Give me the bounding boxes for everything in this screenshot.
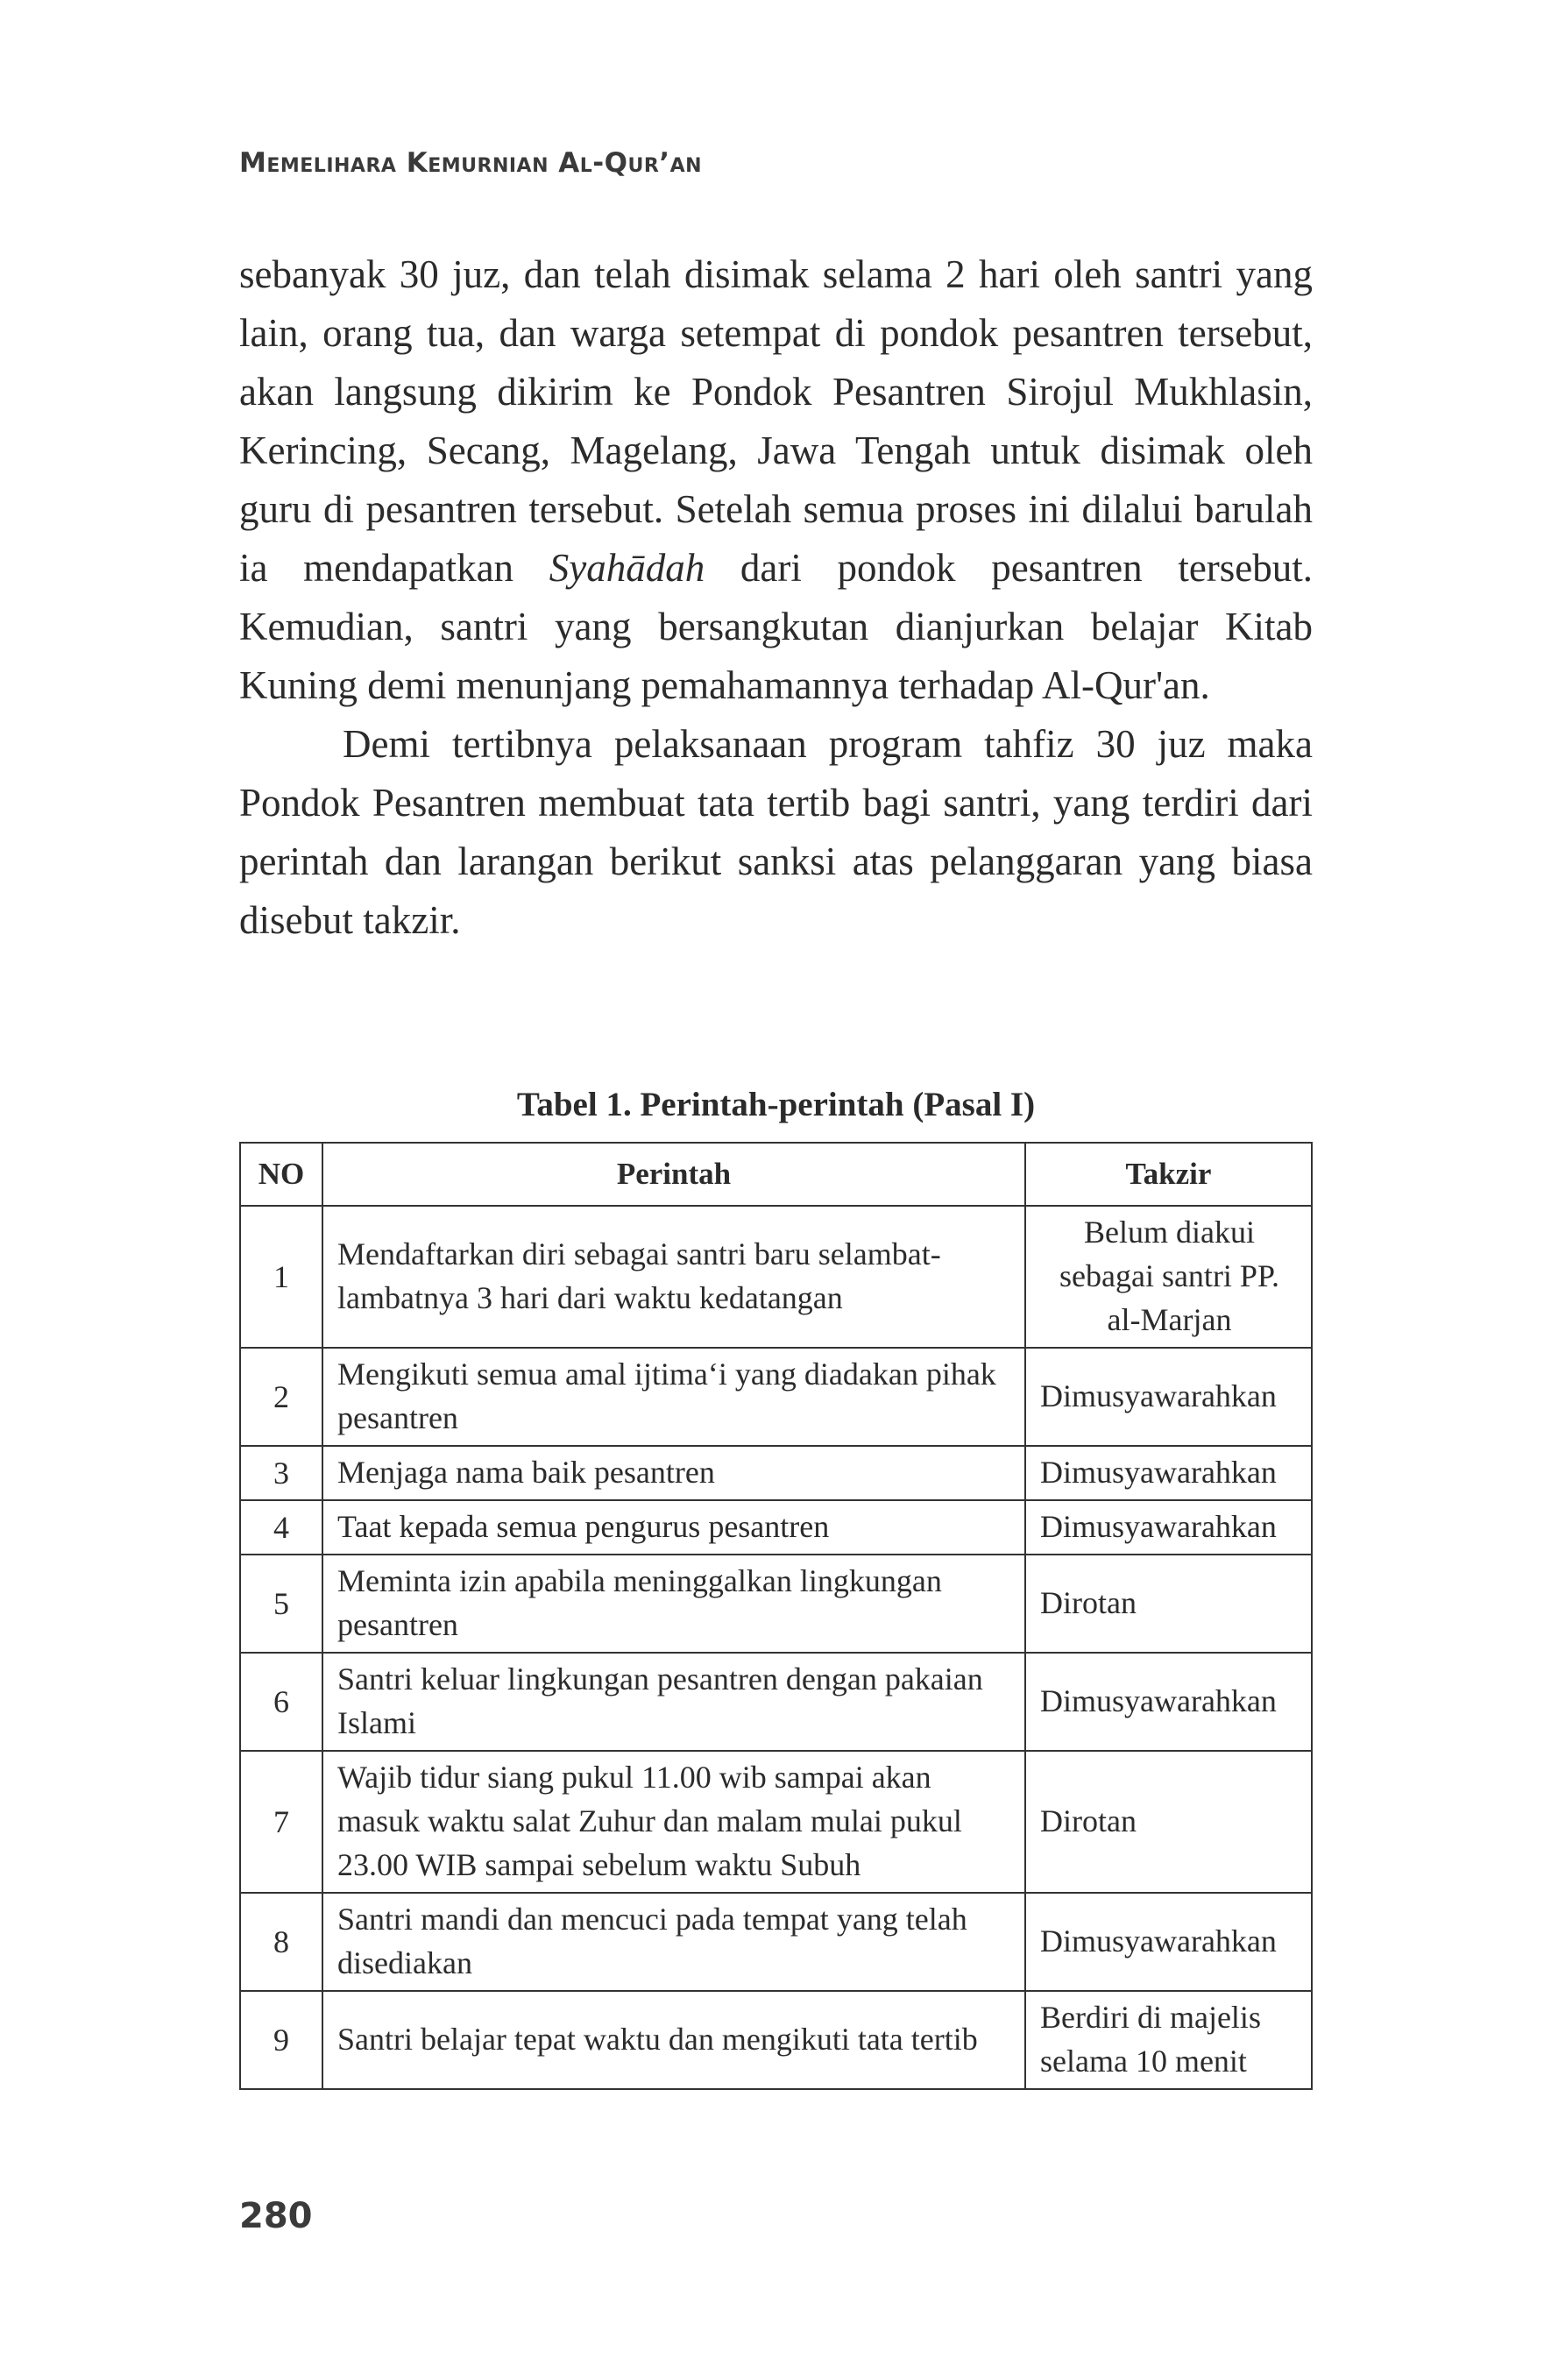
table-row xyxy=(240,1348,1312,1446)
row-takzir: Dirotan xyxy=(1025,1555,1312,1653)
paragraph-1-text-b: dari pondok pesantren tersebut. Kemudian, santri yang bersangkutan dianjurkan belajar Kitab Kuning demi menunjang pemahamannya terhadap Al-Qur'an. xyxy=(239,546,1314,707)
paragraph-1 xyxy=(239,245,1313,715)
row-no: 1 xyxy=(240,1206,322,1348)
row-takzir: Dimusyawarahkan xyxy=(1025,1348,1312,1446)
row-no: 7 xyxy=(240,1751,322,1893)
table-row xyxy=(240,1446,1312,1500)
row-no: 5 xyxy=(240,1555,322,1653)
paragraph-2: Demi tertibnya pelaksanaan program tahfiz 30 juz maka Pondok Pesantren membuat tata tertib bagi santri, yang terdiri dari perintah dan larangan berikut sanksi atas pelanggaran yang biasa disebut takzir. xyxy=(239,722,1313,942)
table-row xyxy=(240,1206,1312,1348)
row-perintah: Taat kepada semua pengurus pesantren xyxy=(322,1500,1025,1555)
paragraph-1-text-a: sebanyak 30 juz, dan telah disimak selama 2 hari oleh santri yang lain, orang tua, dan warga setempat di pondok pesantren tersebut, akan langsung dikirim ke Pondok Pesantren Sirojul Mukhlasin, Kerincing, Secang, Magelang, Jawa Tengah untuk disimak oleh guru di pesantren tersebut. Setelah semua proses ini dilalui barulah ia mendapatkan xyxy=(239,252,1313,590)
row-perintah: Santri belajar tepat waktu dan mengikuti tata tertib xyxy=(322,1991,1025,2089)
row-perintah: Santri keluar lingkungan pesantren dengan pakaian Islami xyxy=(322,1653,1025,1751)
row-perintah: Mendaftarkan diri sebagai santri baru selambat-lambatnya 3 hari dari waktu kedatangan xyxy=(322,1206,1025,1348)
header-no: NO xyxy=(240,1143,322,1206)
table-title: Tabel 1. Perintah-perintah (Pasal I) xyxy=(516,1086,1036,1123)
row-takzir: Dimusyawarahkan xyxy=(1025,1500,1312,1555)
table-row xyxy=(240,1991,1312,2089)
row-perintah: Meminta izin apabila meninggalkan lingkungan pesantren xyxy=(322,1555,1025,1653)
row-perintah: Santri mandi dan mencuci pada tempat yang telah disediakan xyxy=(322,1893,1025,1991)
header-perintah: Perintah xyxy=(322,1143,1025,1206)
row-perintah: Wajib tidur siang pukul 11.00 wib sampai akan masuk waktu salat Zuhur dan malam mulai pukul 23.00 WIB sampai sebelum waktu Subuh xyxy=(322,1751,1025,1893)
header-takzir: Takzir xyxy=(1025,1143,1312,1206)
table-row xyxy=(240,1653,1312,1751)
row-takzir: Berdiri di majelis selama 10 menit xyxy=(1025,1991,1312,2089)
table-row xyxy=(240,1751,1312,1893)
rules-table xyxy=(239,1142,1313,2090)
table-row xyxy=(240,1500,1312,1555)
page-number: 280 xyxy=(239,2196,313,2236)
table-header-row xyxy=(240,1143,1312,1206)
row-perintah: Menjaga nama baik pesantren xyxy=(322,1446,1025,1500)
row-no: 2 xyxy=(240,1348,322,1446)
row-takzir: Belum diakui sebagai santri PP. al-Marjan xyxy=(1025,1206,1312,1348)
row-takzir: Dimusyawarahkan xyxy=(1025,1893,1312,1991)
row-no: 8 xyxy=(240,1893,322,1991)
body-text xyxy=(239,245,1313,950)
row-takzir: Dirotan xyxy=(1025,1751,1312,1893)
row-perintah: Mengikuti semua amal ijtima‘i yang diadakan pihak pesantren xyxy=(322,1348,1025,1446)
table-row xyxy=(240,1555,1312,1653)
row-no: 9 xyxy=(240,1991,322,2089)
table-row xyxy=(240,1893,1312,1991)
row-takzir: Dimusyawarahkan xyxy=(1025,1653,1312,1751)
running-head: Memelihara Kemurnian Al-Qur’an xyxy=(239,147,703,179)
row-no: 6 xyxy=(240,1653,322,1751)
paragraph-1-italic-term: Syahādah xyxy=(549,546,705,590)
row-no: 4 xyxy=(240,1500,322,1555)
row-takzir: Dimusyawarahkan xyxy=(1025,1446,1312,1500)
row-no: 3 xyxy=(240,1446,322,1500)
